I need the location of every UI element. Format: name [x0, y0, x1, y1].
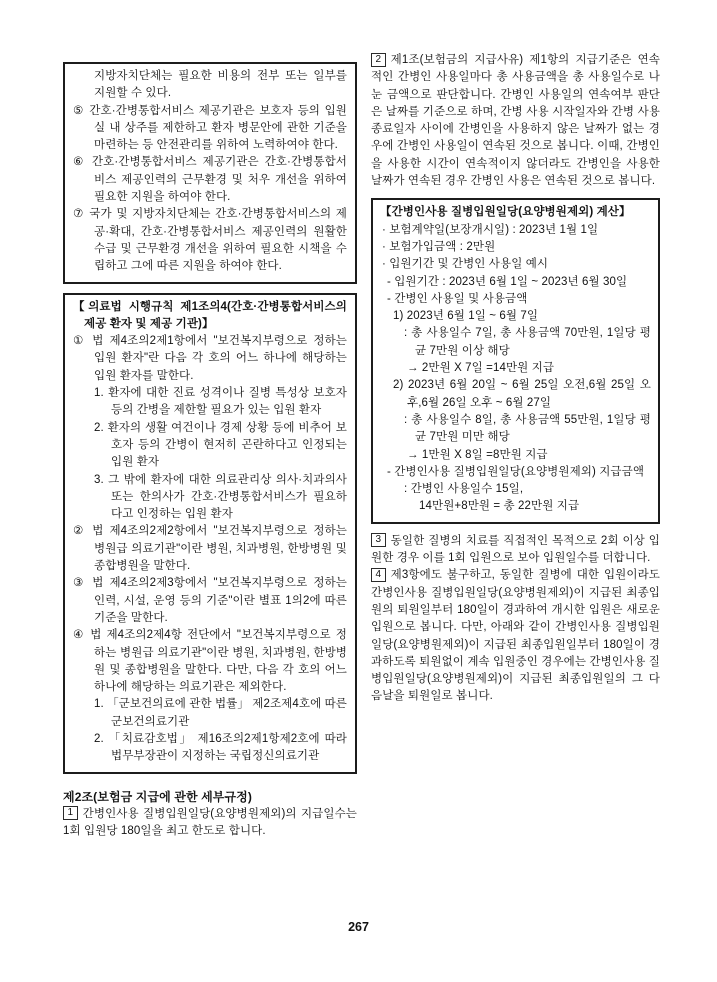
clause-3-text: 동일한 질병의 치료를 직접적인 목적으로 2회 이상 입원한 경우 이를 1회 입원으로 보아 입원일수를 더합니다. [371, 534, 660, 565]
statute-continuation-paragraph: 지방자치단체는 필요한 비용의 전부 또는 일부를 지원할 수 있다. [94, 70, 347, 100]
statute-item-3: ③ 법 제4조의2제3항에서 "보건복지부령으로 정하는 인력, 시설, 운영 등의 기준"이란 별표 1의2에 따른 기준을 말한다. [73, 577, 347, 624]
right-column [371, 52, 660, 706]
clause-1-number-badge: 1 [63, 806, 78, 820]
statute-box-2 [63, 293, 357, 774]
page-number: 267 [348, 920, 369, 934]
statute-item-2: ② 법 제4조의2제2항에서 "보건복지부령으로 정하는 병원급 의료기관"이란 병원, 치과병원, 한방병원 및 종합병원을 말한다. [73, 525, 347, 573]
calc-line-total-payment: 14만원+8만원 = 총 22만원 지급 [419, 500, 580, 513]
calc-line-total-heading: - 간병인사용 질병입원일당(요양병원제외) 지급금액 [387, 465, 645, 478]
statute-item-5: ⑤ 간호·간병통합서비스 제공기관은 보호자 등의 입원실 내 상주를 제한하고 환자 병문안에 관한 기준을 마련하는 등 안전관리를 위하여 노력하여야 한다. [73, 104, 347, 152]
left-column [63, 62, 357, 840]
article-2-clause-3 [371, 533, 660, 568]
calc-line-period-2: 2) 2023년 6월 20일 ~ 6월 25일 오전,6월 25일 오후,6월 26일 오후 ~ 6월 27일 [393, 379, 651, 409]
calc-line-total-days: : 간병인 사용일수 15일, [404, 483, 524, 496]
calc-line-insured-amount: · 보험가입금액 : 2만원 [382, 240, 496, 253]
clause-1-text: 간병인사용 질병입원일당(요양병원제외)의 지급일수는 1회 입원당 180일을 최고 한도로 합니다. [63, 807, 357, 838]
article-2-heading: 제2조(보험금 지급에 관한 세부규정) [63, 789, 252, 804]
calc-line-example-heading: · 입원기간 및 간병인 사용일 예시 [382, 258, 549, 271]
calc-line-period-2-payment: → 1만원 X 8일 =8만원 지급 [407, 448, 548, 461]
statute-box-2-title: 【의료법 시행규칙 제1조의4(간호·간병통합서비스의 제공 환자 및 제공 기관)】 [73, 300, 347, 330]
statute-exclusion-2: 2. 「치료감호법」 제16조의2제1항제2호에 따라 법무부장관이 지정하는 국립정신의료기관 [94, 732, 347, 763]
article-2-clause-1 [63, 806, 357, 841]
calc-line-contract-date: · 보험계약일(보장개시일) : 2023년 1월 1일 [382, 223, 599, 236]
benefit-calculation-box [371, 198, 660, 523]
statute-exclusion-1: 1. 「군보건의료에 관한 법률」 제2조제4호에 따른 군보건의료기관 [94, 698, 348, 728]
statute-subitem-1: 1. 환자에 대한 진료 성격이나 질병 특성상 보호자 등의 간병을 제한할 필요가 있는 입원 환자 [94, 387, 347, 417]
calc-line-period-1: 1) 2023년 6월 1일 ~ 6월 7일 [393, 310, 539, 323]
calc-line-period-2-detail: : 총 사용일수 8일, 총 사용금액 55만원, 1일당 평균 7만원 미만 해당 [404, 413, 651, 444]
calc-line-period-1-detail: : 총 사용일수 7일, 총 사용금액 70만원, 1일당 평균 7만원 이상 해당 [404, 327, 651, 357]
statute-item-4: ④ 법 제4조의2제4항 전단에서 "보건복지부령으로 정하는 병원급 의료기관"이란 병원, 치과병원, 한방병원 및 종합병원을 말한다. 다만, 다음 각 호의 어느 하나에 해당하는 의료기관은 제외한다. [73, 629, 347, 694]
statute-item-6: ⑥ 간호·간병통합서비스 제공기관은 간호·간병통합서비스 제공인력의 근무환경 및 처우 개선을 위하여 필요한 지원을 하여야 한다. [73, 156, 347, 204]
clause-3-number-badge: 3 [371, 533, 386, 547]
statute-item-1: ① 법 제4조의2제1항에서 "보건복지부령으로 정하는 입원 환자"란 다음 각 호의 어느 하나에 해당하는 입원 환자를 말한다. [73, 335, 347, 382]
statute-subitem-3: 3. 그 밖에 환자에 대한 의료관리상 의사·치과의사 또는 한의사가 간호·간병통합서비스가 필요하다고 인정하는 입원 환자 [94, 473, 347, 521]
clause-2-text: 제1조(보험금의 지급사유) 제1항의 지급기준은 연속적인 간병인 사용일마다 총 사용금액을 총 사용일수로 나눈 금액으로 판단합니다. 간병인 사용일의 연속여부 판단은 날짜를 기준으로 하며, 간병 사용 시작일자와 간병 사용 종료일자 사이에 간병인을 사용하지 않은 날짜가 없는 경우에 간병인 사용일이 연속된 것으로 봅니다. 이때, 간병인을 사용한 시간이 연속적이지 않더라도 간병인을 사용한 날짜가 연속된 경우 간병인 사용은 연속된 것으로 봅니다. [371, 54, 660, 188]
statute-box-1 [63, 62, 357, 284]
calc-line-period-1-payment: → 2만원 X 7일 =14만원 지급 [407, 362, 555, 375]
calc-line-hospital-period: - 입원기간 : 2023년 6월 1일 ~ 2023년 6월 30일 [387, 275, 628, 288]
article-2-clause-2 [371, 52, 660, 190]
article-2-clause-4 [371, 567, 660, 705]
statute-item-7: ⑦ 국가 및 지방자치단체는 간호·간병통합서비스의 제공·확대, 간호·간병통합서비스 제공인력의 원활한 수급 및 근무환경 개선을 위하여 필요한 시책을 수립하고 그에 따른 지원을 하여야 한다. [73, 208, 347, 273]
clause-4-text: 제3항에도 불구하고, 동일한 질병에 대한 입원이라도 간병인사용 질병입원일당(요양병원제외)이 지급된 최종입원의 퇴원일부터 180일이 경과하여 개시한 입원은 새로운 입원으로 봅니다. 다만, 아래와 같이 간병인사용 질병입원일당(요양병원제외)이 지급된 최종입원일부터 180일이 경과하도록 퇴원없이 계속 입원중인 경우에는 간병인사용 질병입원일당(요양병원제외)이 지급된 최종입원일의 그 다음날을 퇴원일로 봅니다. [371, 569, 660, 703]
clause-4-number-badge: 4 [371, 568, 386, 582]
statute-subitem-2: 2. 환자의 생활 여건이나 경제 상황 등에 비추어 보호자 등의 간병이 현저히 곤란하다고 인정되는 입원 환자 [94, 421, 347, 469]
clause-2-number-badge: 2 [371, 53, 386, 67]
calculation-box-title: 【간병인사용 질병입원일당(요양병원제외) 계산】 [380, 206, 631, 219]
calc-line-usage-heading: - 간병인 사용일 및 사용금액 [387, 292, 528, 305]
